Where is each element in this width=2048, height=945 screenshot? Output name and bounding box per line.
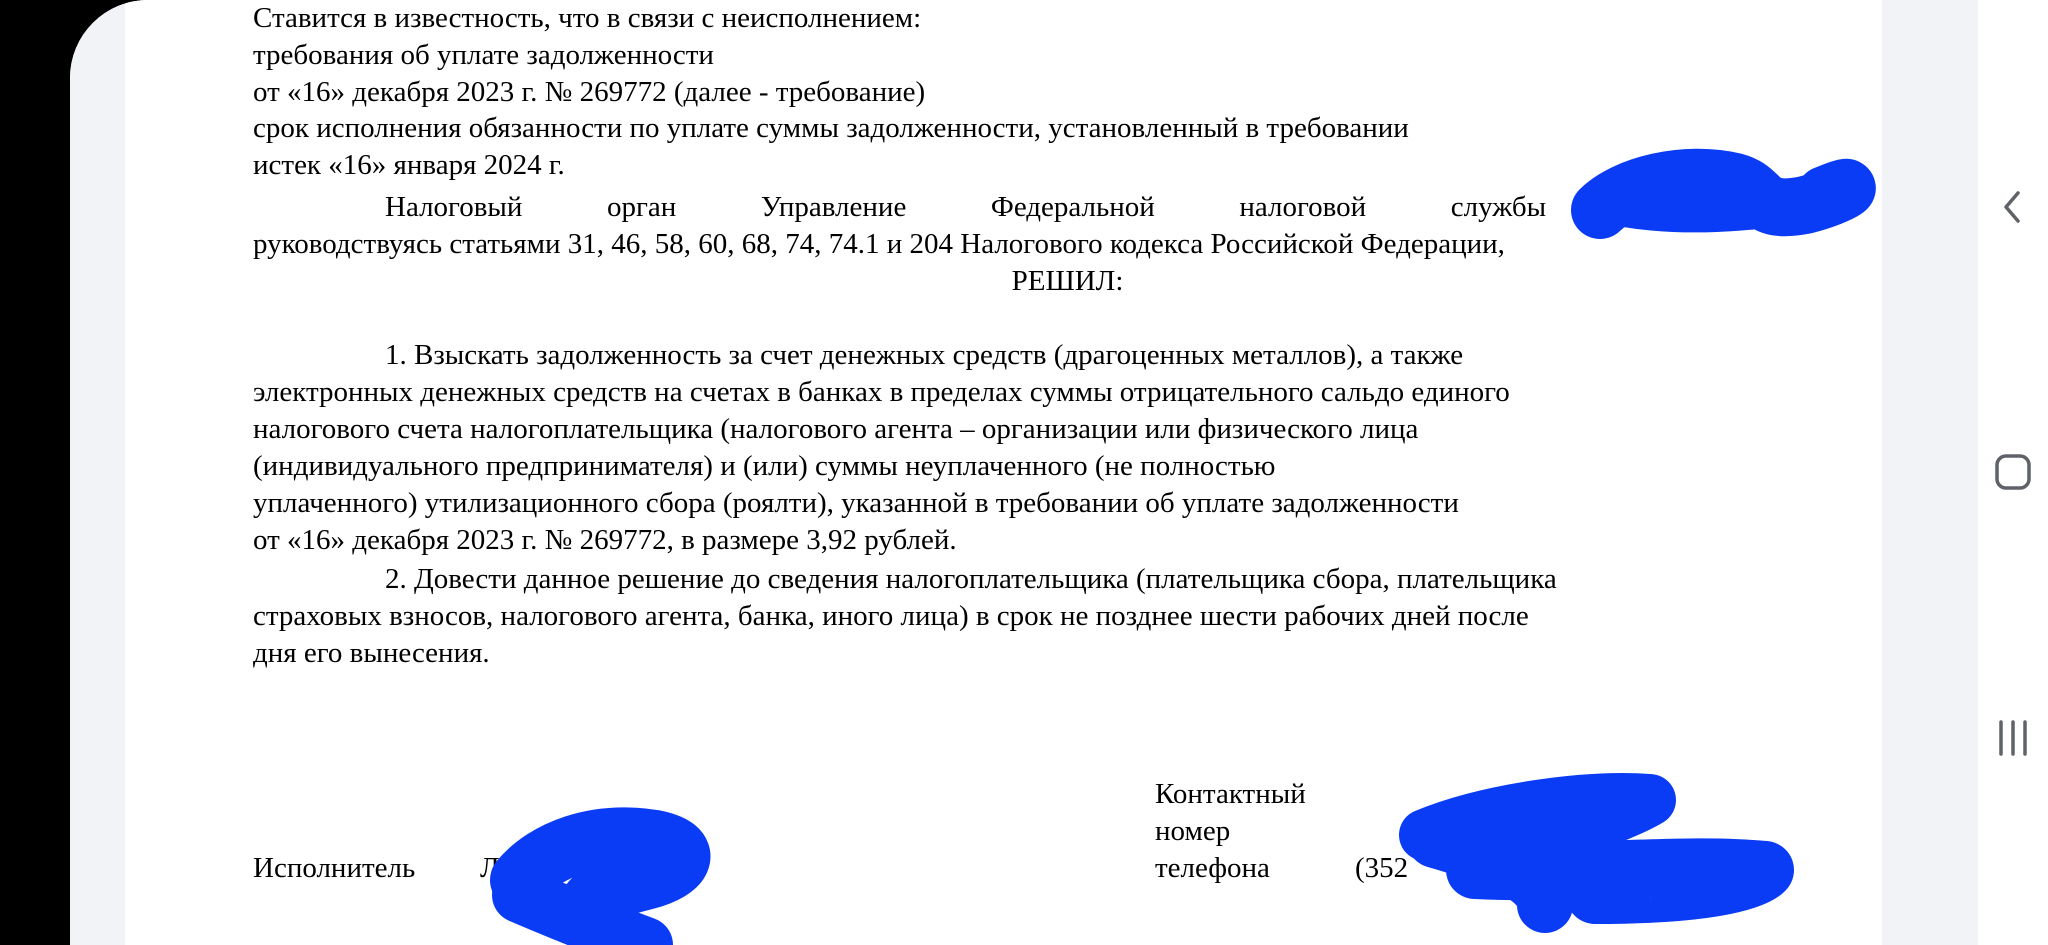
authority-word: Федеральной <box>990 191 1155 223</box>
authority-word: налоговой <box>1239 191 1367 223</box>
device-screen <box>70 0 2048 945</box>
document-viewer[interactable] <box>70 0 1978 945</box>
authority-line-2: руководствуясь статьями 31, 46, 58, 60, 68, 74, 74.1 и 204 Налогового кодекса Российской Федерации, <box>253 228 1505 260</box>
item1-line-3: налогового счета налогоплательщика (налогового агента – организации или физического лица <box>253 413 1419 445</box>
back-button[interactable] <box>1978 162 2048 252</box>
item2-line-1: 2. Довести данное решение до сведения налогоплательщика (плательщика сбора, плательщика <box>385 563 1557 595</box>
rounded-square-icon <box>1993 452 2033 492</box>
redaction-scribble-phone <box>1475 867 1765 895</box>
authority-word: Управление <box>760 191 907 223</box>
notice-line-2: требования об уплате задолженности <box>253 39 714 71</box>
item1-line-1: 1. Взыскать задолженность за счет денежных средств (драгоценных металлов), а также <box>385 339 1464 371</box>
executor-name-partial: Лу к Т.В. <box>480 852 591 884</box>
decision-heading: РЕШИЛ: <box>1011 265 1124 297</box>
authority-line-1 <box>253 189 1777 226</box>
redaction-scribble-executor <box>520 895 645 945</box>
authority-word: по <box>1630 191 1661 223</box>
executor-label: Исполнитель <box>253 852 416 884</box>
item1-line-2: электронных денежных средств на счетах в банках в пределах суммы отрицательного сальдо единого <box>253 376 1510 408</box>
item1-line-5: уплаченного) утилизационного сбора (роялти), указанной в требовании об уплате задолженности <box>253 487 1459 519</box>
item1-line-4: (индивидуального предпринимателя) и (или) суммы неуплаченного (не полностью <box>253 450 1276 482</box>
redaction-scribble-phone <box>1425 799 1650 850</box>
recents-button[interactable] <box>1978 693 2048 783</box>
authority-word: Налоговый <box>385 191 523 223</box>
notice-line-1: Ставится в известность, что в связи с неисполнением: <box>253 2 922 34</box>
redaction-scribble-phone <box>1435 840 1545 905</box>
home-button[interactable] <box>1978 427 2048 517</box>
three-bars-icon <box>1993 718 2033 758</box>
system-navigation-bar <box>1978 0 2048 945</box>
notice-line-3: от «16» декабря 2023 г. № 269772 (далее - требование) <box>253 76 926 108</box>
contact-label-1: Контактный <box>1155 778 1306 810</box>
contact-label-3: телефона <box>1155 852 1270 884</box>
notice-line-4: срок исполнения обязанности по уплате суммы задолженности, установленный в требовании <box>253 112 1409 144</box>
item1-line-6: от «16» декабря 2023 г. № 269772, в размере 3,92 рублей. <box>253 524 957 556</box>
item2-line-2: страховых взносов, налогового агента, банка, иного лица) в срок не позднее шести рабочих дней после <box>253 600 1529 632</box>
authority-word: Ку <box>1745 191 1777 223</box>
item2-line-3: дня его вынесения. <box>253 637 490 669</box>
chevron-left-icon <box>1998 187 2028 227</box>
phone-number-partial: (352 <box>1355 852 1409 884</box>
document-page[interactable] <box>125 0 1882 945</box>
contact-label-2: номер <box>1155 815 1231 847</box>
authority-word: орган <box>607 191 677 223</box>
notice-line-5: истек «16» января 2024 г. <box>253 149 565 181</box>
authority-word: службы <box>1450 191 1547 223</box>
